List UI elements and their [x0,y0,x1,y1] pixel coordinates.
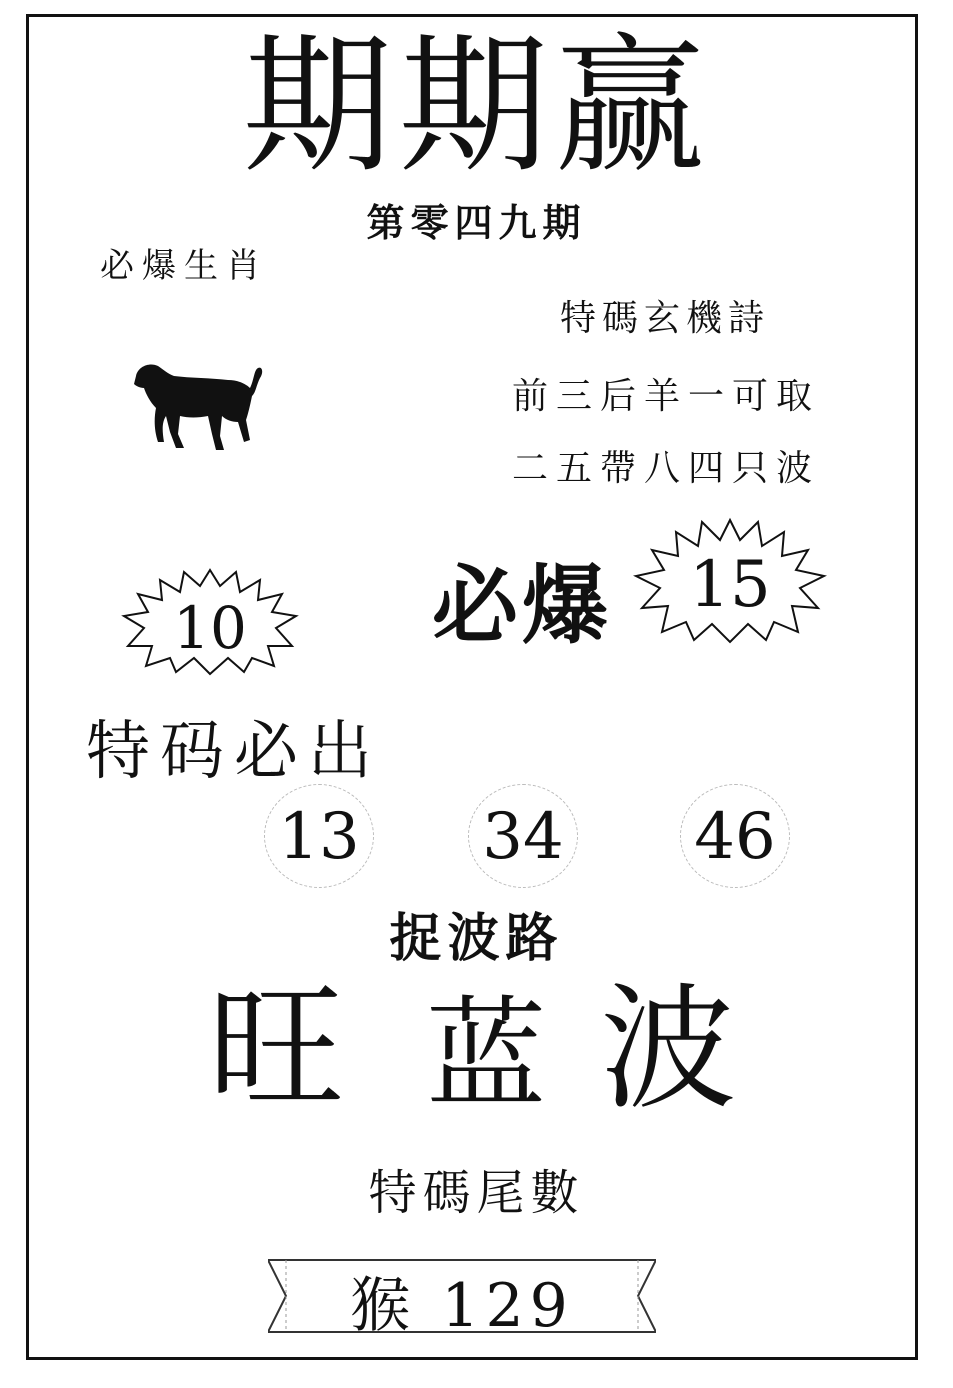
special-code-label: 特码必出 [86,715,382,789]
special-number-text: 34 [482,800,564,874]
poem-title: 特碼玄機詩 [560,298,771,339]
poem-line-2: 二五帶八四只波 [512,448,821,489]
wave-road-label: 捉波路 [389,909,564,969]
wave-char-1: 旺 [208,971,344,1129]
issue-number: 第零四九期 [366,201,587,245]
burst-number: 10 [173,594,247,662]
burst-number: 15 [689,548,771,622]
page-title: 期期赢 [242,20,711,194]
tail-number-value: 猴 129 [350,1271,574,1341]
horse-icon [128,356,268,460]
special-number-text: 46 [694,800,776,874]
tail-number-label: 特碼尾數 [368,1165,585,1221]
special-number-1 [264,784,374,888]
special-number-text: 13 [278,800,360,874]
burst-badge-15 [632,516,828,644]
burst-badge-10 [120,566,300,676]
must-burst-label: 必爆 [432,556,612,656]
special-number-2 [468,784,578,888]
wave-char-3: 波 [600,971,736,1129]
special-number-3 [680,784,790,888]
poem-line-1: 前三后羊一可取 [512,376,821,417]
zodiac-label: 必爆生肖 [100,246,268,286]
wave-char-2: 蓝 [426,986,546,1125]
